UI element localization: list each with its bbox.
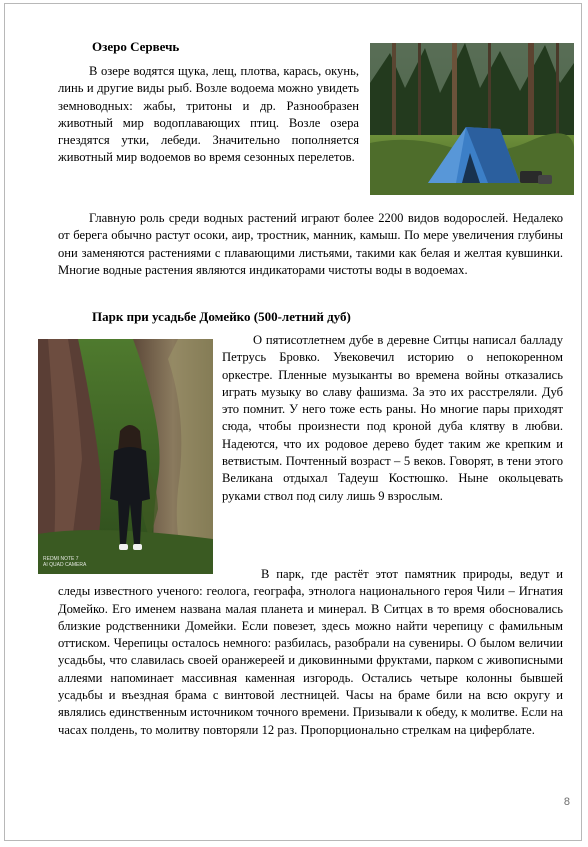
photo-watermark-line1: REDMI NOTE 7 — [43, 556, 79, 562]
park-paragraph-1-text: О пятисотлетнем дубе в деревне Ситцы написал балладу Петрусь Бровко. Увековечил историю о непокоренном оркестре. Пленные музыканты во времена войны отказались играть музыку во славу фашизма. За это их расстреляли. Дуб это помнит. У него тоже есть раны. Но многие пары приходят сюда, чтобы произнести под кроной дуба клятву в любви. Надеются, что их родовое дерево будет таким же крепким и ветвистым. Почтенный возраст – 5 веков. Говорят, в тени этого Великана отдыхал Тадеуш Костюшко. Ныне окольцевать руками ствол под силу лишь 9 взрослым. — [222, 333, 563, 503]
park-paragraph-1 — [222, 332, 563, 505]
oak-photo — [38, 339, 213, 574]
tent-photo — [370, 43, 574, 195]
lake-paragraph-2 — [58, 210, 563, 279]
lake-paragraph-2-text: Главную роль среди водных растений играют более 2200 видов водорослей. Недалеко от берега обычно растут осоки, аир, тростник, манник, камыш. По мере увеличения глубины они заменяются растениями с плавающими листьями, такими как белая и желтая кувшинки. Многие водные растения являются индикаторами чистоты воды в водоемах. — [58, 211, 563, 277]
section-title-lake: Озеро Сервечь — [92, 39, 180, 54]
page-number: 8 — [563, 796, 570, 808]
lake-paragraph-1 — [58, 63, 359, 167]
photo-watermark-line2: AI QUAD CAMERA — [43, 562, 87, 568]
park-paragraph-2 — [58, 566, 563, 739]
park-paragraph-2-text: В парк, где растёт этот памятник природы, ведут и следы известного ученого: геолога, географа, этнолога национального героя Чили – Игнатия Домейко. Его именем названа малая планета и минерал. В Ситцах в то время обосновались близкие родственники Домейки. Если повезет, здесь можно найти черепицу с фамильным оттиском. Черепицы осталось немного: разбилась, разобрали на сувениры. О былом величии усадьбы, что славилась своей оранжереей и диковинными фруктами, парком с живописными аллеями напоминает массивная каменная изгородь. Остались четыре колонны бывшей усадьбы и въездная брама с винтовой лестницей. Часы на браме били на всю округу и являлись единственным источником точного времени. Призывали к обеду, к молитве. Если на часах полдень, то молитву повторяли 12 раз. Пропорционально стрелкам на циферблате. — [58, 567, 563, 737]
section-title-park: Парк при усадьбе Домейко (500-летний дуб) — [92, 309, 351, 324]
lake-paragraph-1-text: В озере водятся щука, лещ, плотва, карась, окунь, линь и другие виды рыб. Возле водоема можно увидеть земноводных: жабы, тритоны и др. Разнообразен животный мир водоплавающих птиц. Возле озера гнездятся утки, лебеди. Значительно пополняется животный мир водоемов во время сезонных перелетов. — [58, 64, 359, 165]
